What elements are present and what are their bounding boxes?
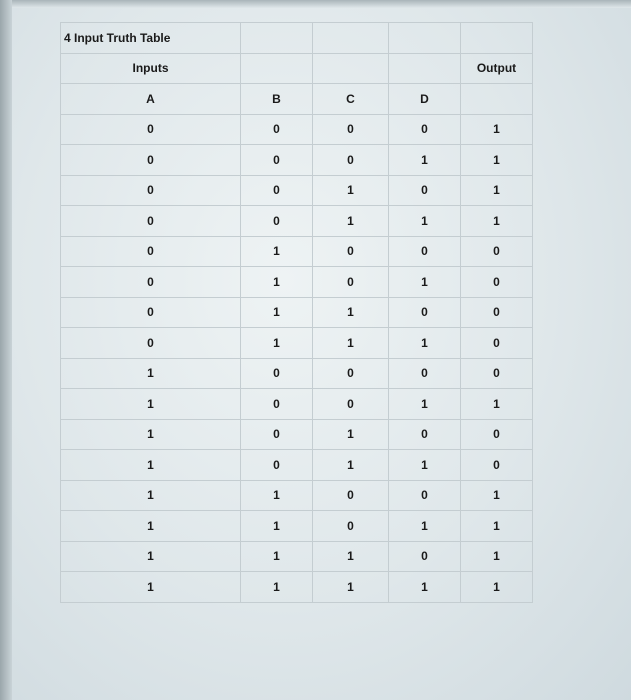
cell-d[interactable]: 1 (389, 206, 461, 237)
cell-c[interactable]: 1 (313, 328, 389, 359)
cell-b[interactable]: 1 (241, 480, 313, 511)
cell-b[interactable]: 1 (241, 297, 313, 328)
cell-a[interactable]: 1 (61, 419, 241, 450)
table-row (61, 297, 533, 328)
cell-output[interactable]: 1 (461, 480, 533, 511)
cell-output[interactable]: 1 (461, 114, 533, 145)
cell-c[interactable]: 1 (313, 206, 389, 237)
column-header-d[interactable]: D (389, 84, 461, 115)
cell-b[interactable]: 0 (241, 114, 313, 145)
cell-a[interactable]: 1 (61, 511, 241, 542)
cell-b[interactable]: 1 (241, 572, 313, 603)
cell-c[interactable]: 0 (313, 358, 389, 389)
cell-d[interactable]: 1 (389, 572, 461, 603)
cell-output[interactable]: 1 (461, 389, 533, 420)
cell-b[interactable]: 1 (241, 267, 313, 298)
cell-c[interactable]: 0 (313, 480, 389, 511)
table-row (61, 328, 533, 359)
cell-a[interactable]: 0 (61, 328, 241, 359)
cell-b[interactable]: 1 (241, 236, 313, 267)
cell-a[interactable]: 1 (61, 541, 241, 572)
cell-c[interactable]: 0 (313, 145, 389, 176)
column-header-a[interactable]: A (61, 84, 241, 115)
table-row (61, 114, 533, 145)
monitor-bezel-left (0, 0, 12, 700)
cell-d[interactable]: 1 (389, 145, 461, 176)
column-header-b[interactable]: B (241, 84, 313, 115)
table-row (61, 236, 533, 267)
cell-b[interactable]: 0 (241, 419, 313, 450)
table-row (61, 389, 533, 420)
cell-d[interactable]: 1 (389, 450, 461, 481)
cell-c[interactable]: 1 (313, 541, 389, 572)
table-title[interactable]: 4 Input Truth Table (61, 23, 241, 54)
cell-b[interactable]: 1 (241, 511, 313, 542)
cell-a[interactable]: 1 (61, 572, 241, 603)
cell-a[interactable]: 1 (61, 358, 241, 389)
table-row (61, 450, 533, 481)
column-header-row (61, 84, 533, 115)
table-row (61, 480, 533, 511)
cell-output[interactable]: 0 (461, 358, 533, 389)
table-row (61, 267, 533, 298)
group-header-row (61, 53, 533, 84)
cell-c[interactable]: 0 (313, 114, 389, 145)
cell-b[interactable]: 0 (241, 145, 313, 176)
cell-output[interactable]: 1 (461, 572, 533, 603)
cell-d[interactable]: 0 (389, 114, 461, 145)
cell-c[interactable]: 1 (313, 450, 389, 481)
table-row (61, 206, 533, 237)
table-row (61, 541, 533, 572)
cell-d[interactable]: 1 (389, 389, 461, 420)
cell-a[interactable]: 1 (61, 450, 241, 481)
monitor-bezel-top (0, 0, 631, 8)
cell-a[interactable]: 0 (61, 267, 241, 298)
cell-output[interactable]: 0 (461, 297, 533, 328)
cell-output[interactable]: 1 (461, 175, 533, 206)
cell-d[interactable]: 0 (389, 297, 461, 328)
cell-c[interactable]: 1 (313, 419, 389, 450)
cell-output[interactable]: 1 (461, 145, 533, 176)
cell-d[interactable]: 0 (389, 480, 461, 511)
cell-output[interactable]: 0 (461, 236, 533, 267)
cell-d[interactable]: 1 (389, 267, 461, 298)
table-row (61, 358, 533, 389)
cell-output[interactable]: 1 (461, 541, 533, 572)
cell-a[interactable]: 0 (61, 297, 241, 328)
cell-c[interactable]: 0 (313, 236, 389, 267)
cell-b[interactable]: 0 (241, 389, 313, 420)
cell-c[interactable]: 0 (313, 389, 389, 420)
cell-a[interactable]: 1 (61, 389, 241, 420)
cell-b[interactable]: 0 (241, 450, 313, 481)
cell-output[interactable]: 1 (461, 206, 533, 237)
cell-d[interactable]: 0 (389, 541, 461, 572)
cell-d[interactable]: 0 (389, 175, 461, 206)
table-row (61, 572, 533, 603)
column-header-c[interactable]: C (313, 84, 389, 115)
table-row (61, 145, 533, 176)
title-row (61, 23, 533, 54)
cell-b[interactable]: 0 (241, 358, 313, 389)
cell-a[interactable]: 0 (61, 236, 241, 267)
cell-d[interactable]: 1 (389, 328, 461, 359)
cell-b[interactable]: 0 (241, 206, 313, 237)
table-row (61, 419, 533, 450)
cell-c[interactable]: 0 (313, 267, 389, 298)
truth-table (60, 22, 533, 603)
cell-a[interactable]: 0 (61, 175, 241, 206)
output-header[interactable]: Output (461, 53, 533, 84)
cell-c[interactable]: 1 (313, 572, 389, 603)
cell-b[interactable]: 0 (241, 175, 313, 206)
cell-a[interactable]: 0 (61, 145, 241, 176)
cell-output[interactable]: 1 (461, 511, 533, 542)
cell-c[interactable]: 1 (313, 175, 389, 206)
cell-a[interactable]: 1 (61, 480, 241, 511)
spreadsheet (60, 22, 532, 603)
cell-a[interactable]: 0 (61, 114, 241, 145)
cell-d[interactable]: 0 (389, 236, 461, 267)
cell-b[interactable]: 1 (241, 541, 313, 572)
cell-c[interactable]: 0 (313, 511, 389, 542)
cell-output[interactable]: 0 (461, 419, 533, 450)
cell-d[interactable]: 0 (389, 419, 461, 450)
cell-output[interactable]: 0 (461, 267, 533, 298)
cell-a[interactable]: 0 (61, 206, 241, 237)
inputs-header[interactable]: Inputs (61, 53, 241, 84)
cell-d[interactable]: 0 (389, 358, 461, 389)
cell-c[interactable]: 1 (313, 297, 389, 328)
cell-b[interactable]: 1 (241, 328, 313, 359)
table-row (61, 511, 533, 542)
cell-output[interactable]: 0 (461, 450, 533, 481)
cell-output[interactable]: 0 (461, 328, 533, 359)
table-row (61, 175, 533, 206)
cell-d[interactable]: 1 (389, 511, 461, 542)
